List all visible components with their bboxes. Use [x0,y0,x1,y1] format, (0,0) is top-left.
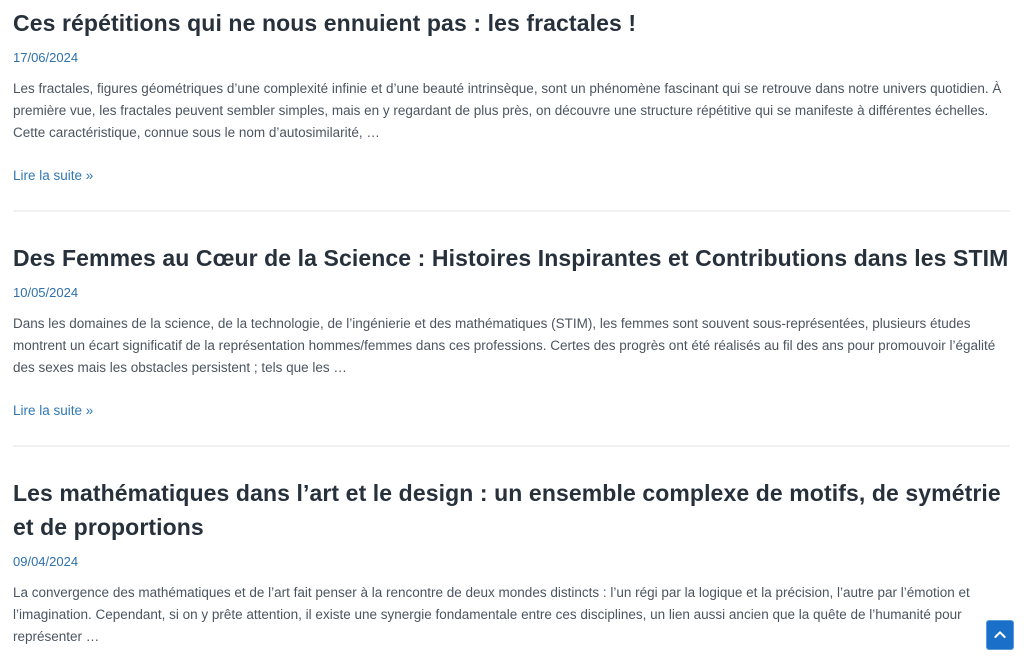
article-excerpt: La convergence des mathématiques et de l’art fait penser à la rencontre de deux mondes distincts : l’un régi par la logique et la précision, l’autre par l’émotion et l’imagination. Cependant, si on y prête attention, il existe une synergie fondamentale entre ces disciplines, un lien aussi ancien que la quête de l’humanité pour représenter … [13,585,970,644]
scroll-to-top-button[interactable] [986,620,1014,650]
read-more-link[interactable]: Lire la suite » [13,403,94,418]
read-more-link[interactable]: Lire la suite » [13,168,94,183]
article-date: 10/05/2024 [13,285,79,300]
article-date: 17/06/2024 [13,50,79,65]
article-title-link[interactable]: Ces répétitions qui ne nous ennuient pas : les fractales ! [13,10,637,36]
article-preview [13,6,1010,212]
chevron-up-icon [992,627,1008,643]
article-date: 09/04/2024 [13,554,79,569]
article-excerpt: Les fractales, figures géométriques d’une complexité infinie et d’une beauté intrinsèque, sont un phénomène fascinant qui se retrouve dans notre univers quotidien. À première vue, les fractales peuvent sembler simples, mais en y regardant de plus près, on découvre une structure répétitive qui se manifeste à différentes échelles. Cette caractéristique, connue sous le nom d’autosimilarité, … [13,81,1002,140]
article-title-link[interactable]: Des Femmes au Cœur de la Science : Histoires Inspirantes et Contributions dans les STIM [13,245,1009,271]
article-preview [13,476,1010,659]
article-excerpt: Dans les domaines de la science, de la technologie, de l’ingénierie et des mathématiques (STIM), les femmes sont souvent sous-représentées, plusieurs études montrent un écart significatif de la représentation hommes/femmes dans ces professions. Certes des progrès ont été réalisés au fil des ans pour promouvoir l’égalité des sexes mais les obstacles persistent ; tels que les … [13,316,996,375]
article-preview [13,241,1010,447]
article-title-link[interactable]: Les mathématiques dans l’art et le design : un ensemble complexe de motifs, de symétrie et de proportions [13,480,1001,540]
